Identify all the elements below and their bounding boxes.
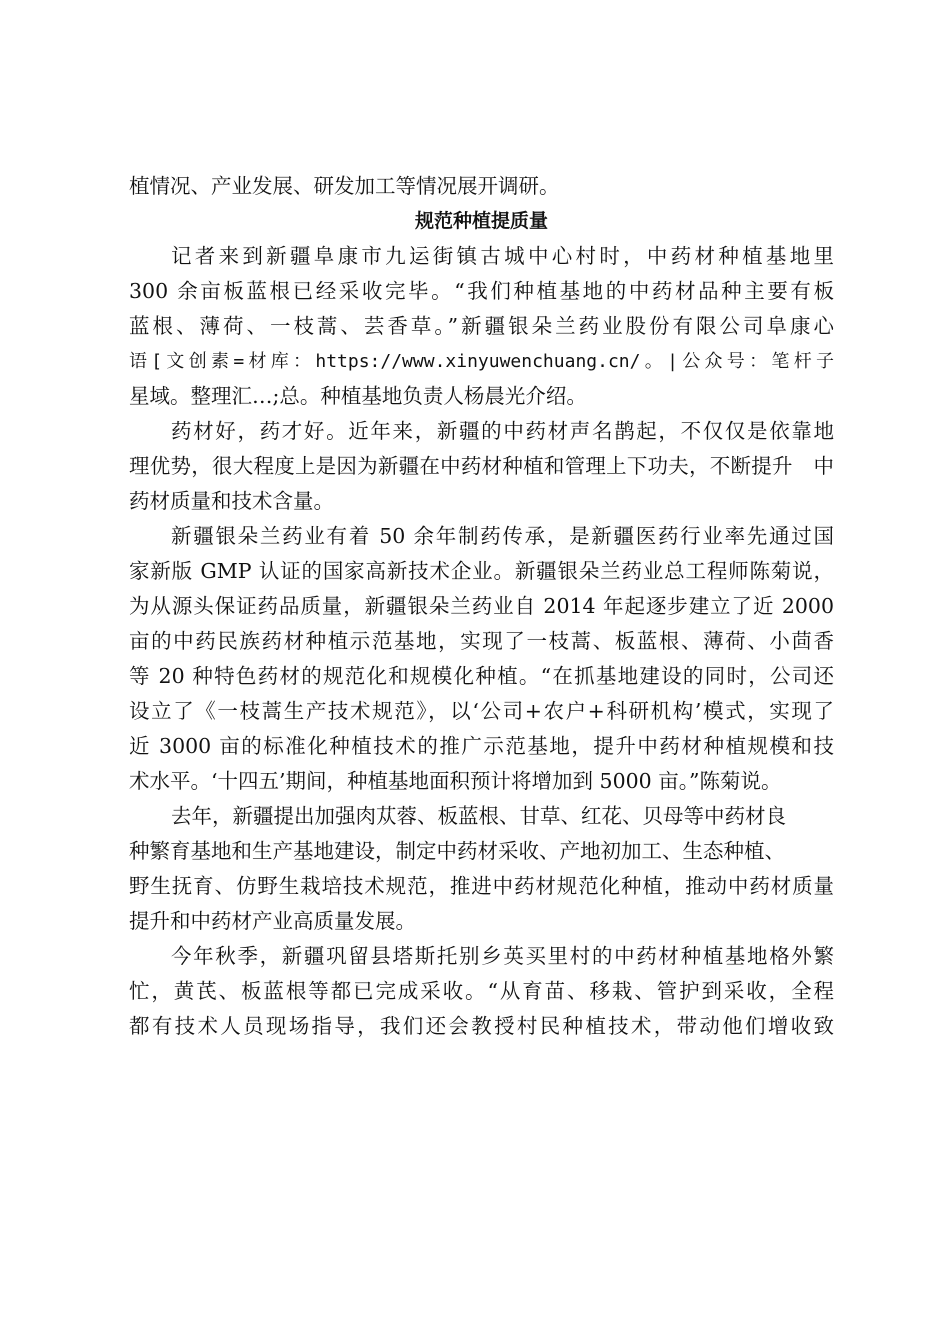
paragraph-line: 野生抚育、仿野生栽培技术规范，推进中药材规范化种植，推动中药材质量 [129, 874, 834, 898]
paragraph-2 [129, 414, 834, 519]
paragraph-line: 今年秋季，新疆巩留县塔斯托别乡英买里村的中药材种植基地格外繁 [171, 944, 834, 968]
paragraph-line: 都有技术人员现场指导，我们还会教授村民种植技术，带动他们增收致 [129, 1014, 834, 1038]
paragraph-line: 新疆银朵兰药业有着 50 余年制药传承，是新疆医药行业率先通过国 [171, 524, 834, 548]
paragraph-1 [129, 239, 834, 414]
paragraph-line: 药材质量和技术含量。 [129, 489, 334, 513]
paragraph-line: 星域。整理汇…;总。种植基地负责人杨晨光介绍。 [129, 384, 587, 408]
paragraph-line: 等 20 种特色药材的规范化和规模化种植。“在抓基地建设的同时，公司还 [129, 664, 834, 688]
paragraph-5 [129, 939, 834, 1044]
paragraph-line: 为从源头保证药品质量，新疆银朵兰药业自 2014 年起逐步建立了近 2000 [129, 594, 834, 618]
section-heading: 规范种植提质量 [414, 210, 548, 232]
paragraph-line: 语[文创素=材库：https://www.xinyuwenchuang.cn/。|公众号：笔杆子 [129, 351, 834, 372]
paragraph-line: 设立了《一枝蒿生产技术规范》，以‘公司+农户+科研机构’模式，实现了 [129, 699, 834, 723]
document-body [129, 169, 834, 1044]
paragraph-line: 提升和中药材产业高质量发展。 [129, 909, 416, 933]
paragraph-line: 近 3000 亩的标准化种植技术的推广示范基地，提升中药材种植规模和技 [129, 734, 834, 758]
paragraph-3 [129, 519, 834, 799]
paragraph-line: 记者来到新疆阜康市九运街镇古城中心村时，中药材种植基地里 [171, 244, 834, 268]
paragraph-line: 药材好，药才好。近年来，新疆的中药材声名鹊起，不仅仅是依靠地 [171, 419, 834, 443]
paragraph-line: 家新版 GMP 认证的国家高新技术企业。新疆银朵兰药业总工程师陈菊说， [129, 559, 834, 583]
paragraph-line: 术水平。‘十四五’期间，种植基地面积预计将增加到 5000 亩。”陈菊说。 [129, 769, 782, 793]
paragraph-line: 蓝根、薄荷、一枝蒿、芸香草。”新疆银朵兰药业股份有限公司阜康心 [129, 314, 834, 338]
paragraph-4 [129, 799, 834, 939]
paragraph-line: 种繁育基地和生产基地建设，制定中药材采收、产地初加工、生态种植、 [129, 839, 785, 863]
paragraph-line: 亩的中药民族药材种植示范基地，实现了一枝蒿、板蓝根、薄荷、小茴香 [129, 629, 834, 653]
intro-fragment: 植情况、产业发展、研发加工等情况展开调研。 [129, 174, 560, 198]
paragraph-line: 忙，黄芪、板蓝根等都已完成采收。“从育苗、移栽、管护到采收，全程 [129, 979, 834, 1003]
paragraph-line: 去年，新疆提出加强肉苁蓉、板蓝根、甘草、红花、贝母等中药材良 [171, 804, 786, 828]
paragraph-line: 理优势，很大程度上是因为新疆在中药材种植和管理上下功夫，不断提升 中 [129, 454, 834, 478]
paragraph-line: 300 余亩板蓝根已经采收完毕。“我们种植基地的中药材品种主要有板 [129, 279, 834, 303]
